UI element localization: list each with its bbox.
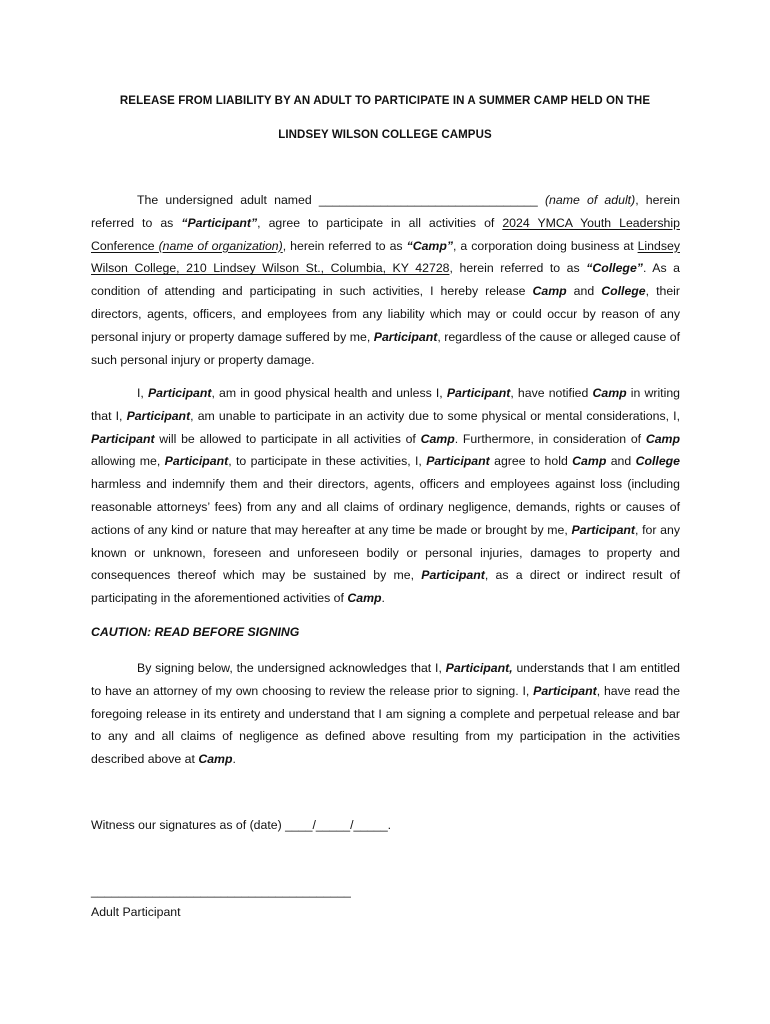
document-title-line-2: LINDSEY WILSON COLLEGE CAMPUS <box>278 129 492 141</box>
text: . <box>232 752 236 767</box>
text: , herein referred to as <box>449 261 587 276</box>
signature-label: Adult Participant <box>91 905 181 919</box>
text: . <box>381 591 385 606</box>
signature-line: ______________________________________ <box>91 884 351 898</box>
term-college: College <box>635 454 681 469</box>
text: , herein referred to as <box>91 193 680 230</box>
text-italic: (name of organization) <box>158 238 283 253</box>
term-participant: Participant <box>421 568 485 583</box>
text: By signing below, the undersigned acknowledges that I, <box>137 661 446 675</box>
term-participant: Participant <box>571 522 636 537</box>
witness-date-line: Witness our signatures as of (date) ____/_____/_____. <box>91 818 392 832</box>
term-camp: “Camp” <box>406 238 454 253</box>
text: allowing me, <box>91 454 165 469</box>
organization-name: 2024 YMCA Youth Leadership Conference <box>91 215 680 253</box>
text: , have notified <box>510 386 593 400</box>
term-college: College <box>601 284 646 299</box>
term-camp: Camp <box>592 386 627 400</box>
text: and <box>606 454 636 469</box>
term-camp: Camp <box>645 431 680 446</box>
text: , agree to participate in all activities of <box>257 215 503 230</box>
text: understands that I am entitled to have an attorney of my own choosing to review the release prior to signing. I, <box>91 661 680 698</box>
text: . Furthermore, in consideration of <box>454 431 646 446</box>
document-title-line-1: RELEASE FROM LIABILITY BY AN ADULT TO PARTICIPATE IN A SUMMER CAMP HELD ON THE <box>119 95 651 107</box>
caution-heading: CAUTION: READ BEFORE SIGNING <box>91 625 300 639</box>
text: , for any known or unknown, foreseen and unforeseen bodily or personal injuries, damages to property and consequences thereof which may be sustained by me, <box>91 522 680 583</box>
term-participant: Participant <box>533 683 597 698</box>
term-participant: Participant <box>164 454 229 469</box>
term-camp: Camp <box>420 431 455 446</box>
text: , have read the foregoing release in its entirety and understand that I am signing a complete and perpetual release and bar to any and all claims of negligence as defined above resulting from my participation in the activities described above at <box>91 683 680 767</box>
text: , am unable to participate in an activity due to some physical or mental considerations, I, <box>190 408 680 423</box>
text: , a corporation doing business at <box>453 238 638 253</box>
text: , herein referred to as <box>282 238 407 253</box>
term-participant: Participant <box>426 454 490 469</box>
paragraph-acknowledgement <box>91 657 680 771</box>
text: agree to hold <box>489 454 573 469</box>
term-participant: “Participant” <box>181 215 258 230</box>
text-italic: (name of adult) <box>544 193 636 207</box>
text: , their directors, agents, officers, and employees from any liability which may or could occur by reason of any personal injury or property damage suffered by me, <box>91 284 680 344</box>
term-participant: Participant <box>446 386 511 400</box>
term-participant: Participant <box>147 386 212 400</box>
term-college: “College” <box>586 261 643 276</box>
text: I, <box>137 386 148 400</box>
term-participant: Participant <box>126 408 191 423</box>
college-address: Lindsey Wilson College, 210 Lindsey Wilson St., Columbia, KY 42728 <box>91 238 680 276</box>
term-camp: Camp <box>347 591 382 606</box>
text: , am in good physical health and unless I, <box>211 386 447 400</box>
paragraph-release <box>91 189 680 371</box>
term-camp: Camp <box>572 454 607 469</box>
text: The undersigned adult named ________________________________ <box>137 193 545 207</box>
text: in writing that I, <box>91 386 680 423</box>
paragraph-health <box>91 382 680 610</box>
text: and <box>566 284 602 299</box>
term-participant: Participant <box>373 329 438 344</box>
term-participant: Participant, <box>445 661 513 675</box>
term-camp: Camp <box>532 284 567 299</box>
text: harmless and indemnify them and their directors, agents, officers and employees against loss (including reasonable attorneys’ fees) from any and all claims of ordinary negligence, demands, rights or causes of actions of any kind or nature that may hereafter at any time be made or brought by me, <box>91 477 680 537</box>
term-participant: Participant <box>91 431 155 446</box>
text: will be allowed to participate in all activities of <box>154 431 421 446</box>
text: , as a direct or indirect result of participating in the aforementioned activities of <box>91 568 680 606</box>
text: . As a condition of attending and participating in such activities, I hereby release <box>91 261 680 299</box>
text: , regardless of the cause or alleged cause of such personal injury or property damage. <box>91 329 680 367</box>
term-camp: Camp <box>198 752 233 767</box>
text: , to participate in these activities, I, <box>228 454 427 469</box>
